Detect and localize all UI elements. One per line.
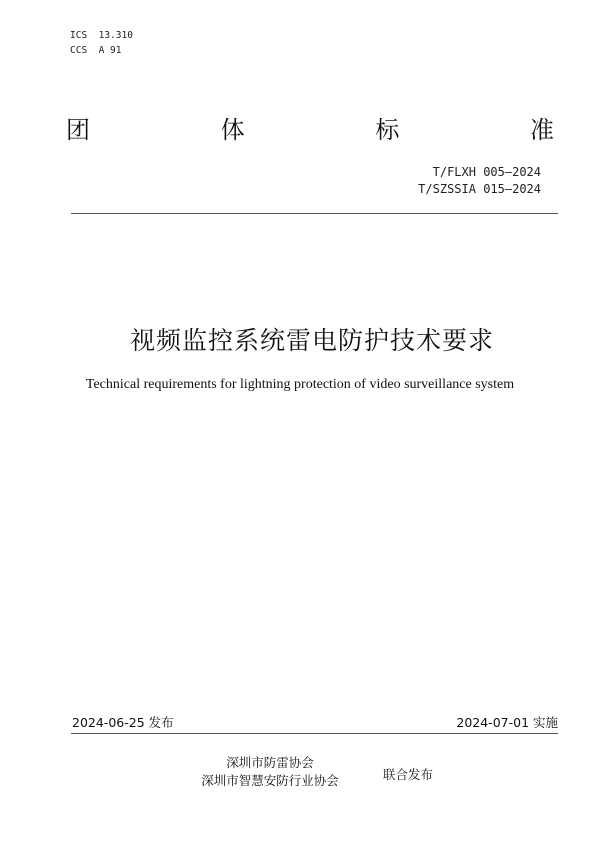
publisher-shenzhen-smart-security-association: 深圳市智慧安防行业协会 bbox=[201, 773, 339, 788]
document-title-english: Technical requirements for lightning protection of video surveillance system bbox=[85, 377, 515, 392]
joint-release-label: 联合发布 bbox=[383, 767, 434, 782]
bottom-divider bbox=[71, 733, 558, 734]
standard-number-flxh: T/FLXH 005—2024 bbox=[432, 165, 541, 179]
standard-type-char-4: 准 bbox=[529, 116, 554, 144]
standard-number-szssia: T/SZSSIA 015—2024 bbox=[418, 182, 541, 196]
ics-code: ICS 13.310 bbox=[70, 30, 133, 41]
ccs-code: CCS A 91 bbox=[70, 45, 122, 56]
classification-codes bbox=[70, 28, 133, 58]
standard-numbers bbox=[418, 164, 541, 198]
publisher-shenzhen-lightning-association: 深圳市防雷协会 bbox=[226, 755, 314, 770]
publish-date: 2024-06-25 发布 bbox=[72, 715, 174, 730]
publisher-list bbox=[180, 754, 360, 790]
standard-type-char-3: 标 bbox=[375, 116, 400, 144]
implement-date: 2024-07-01 实施 bbox=[456, 715, 558, 730]
standard-type-char-2: 体 bbox=[220, 116, 245, 144]
top-divider bbox=[71, 213, 558, 214]
standard-type-heading bbox=[66, 114, 554, 146]
standard-type-char-1: 团 bbox=[66, 116, 90, 144]
document-title-chinese: 视频监控系统雷电防护技术要求 bbox=[129, 326, 494, 355]
